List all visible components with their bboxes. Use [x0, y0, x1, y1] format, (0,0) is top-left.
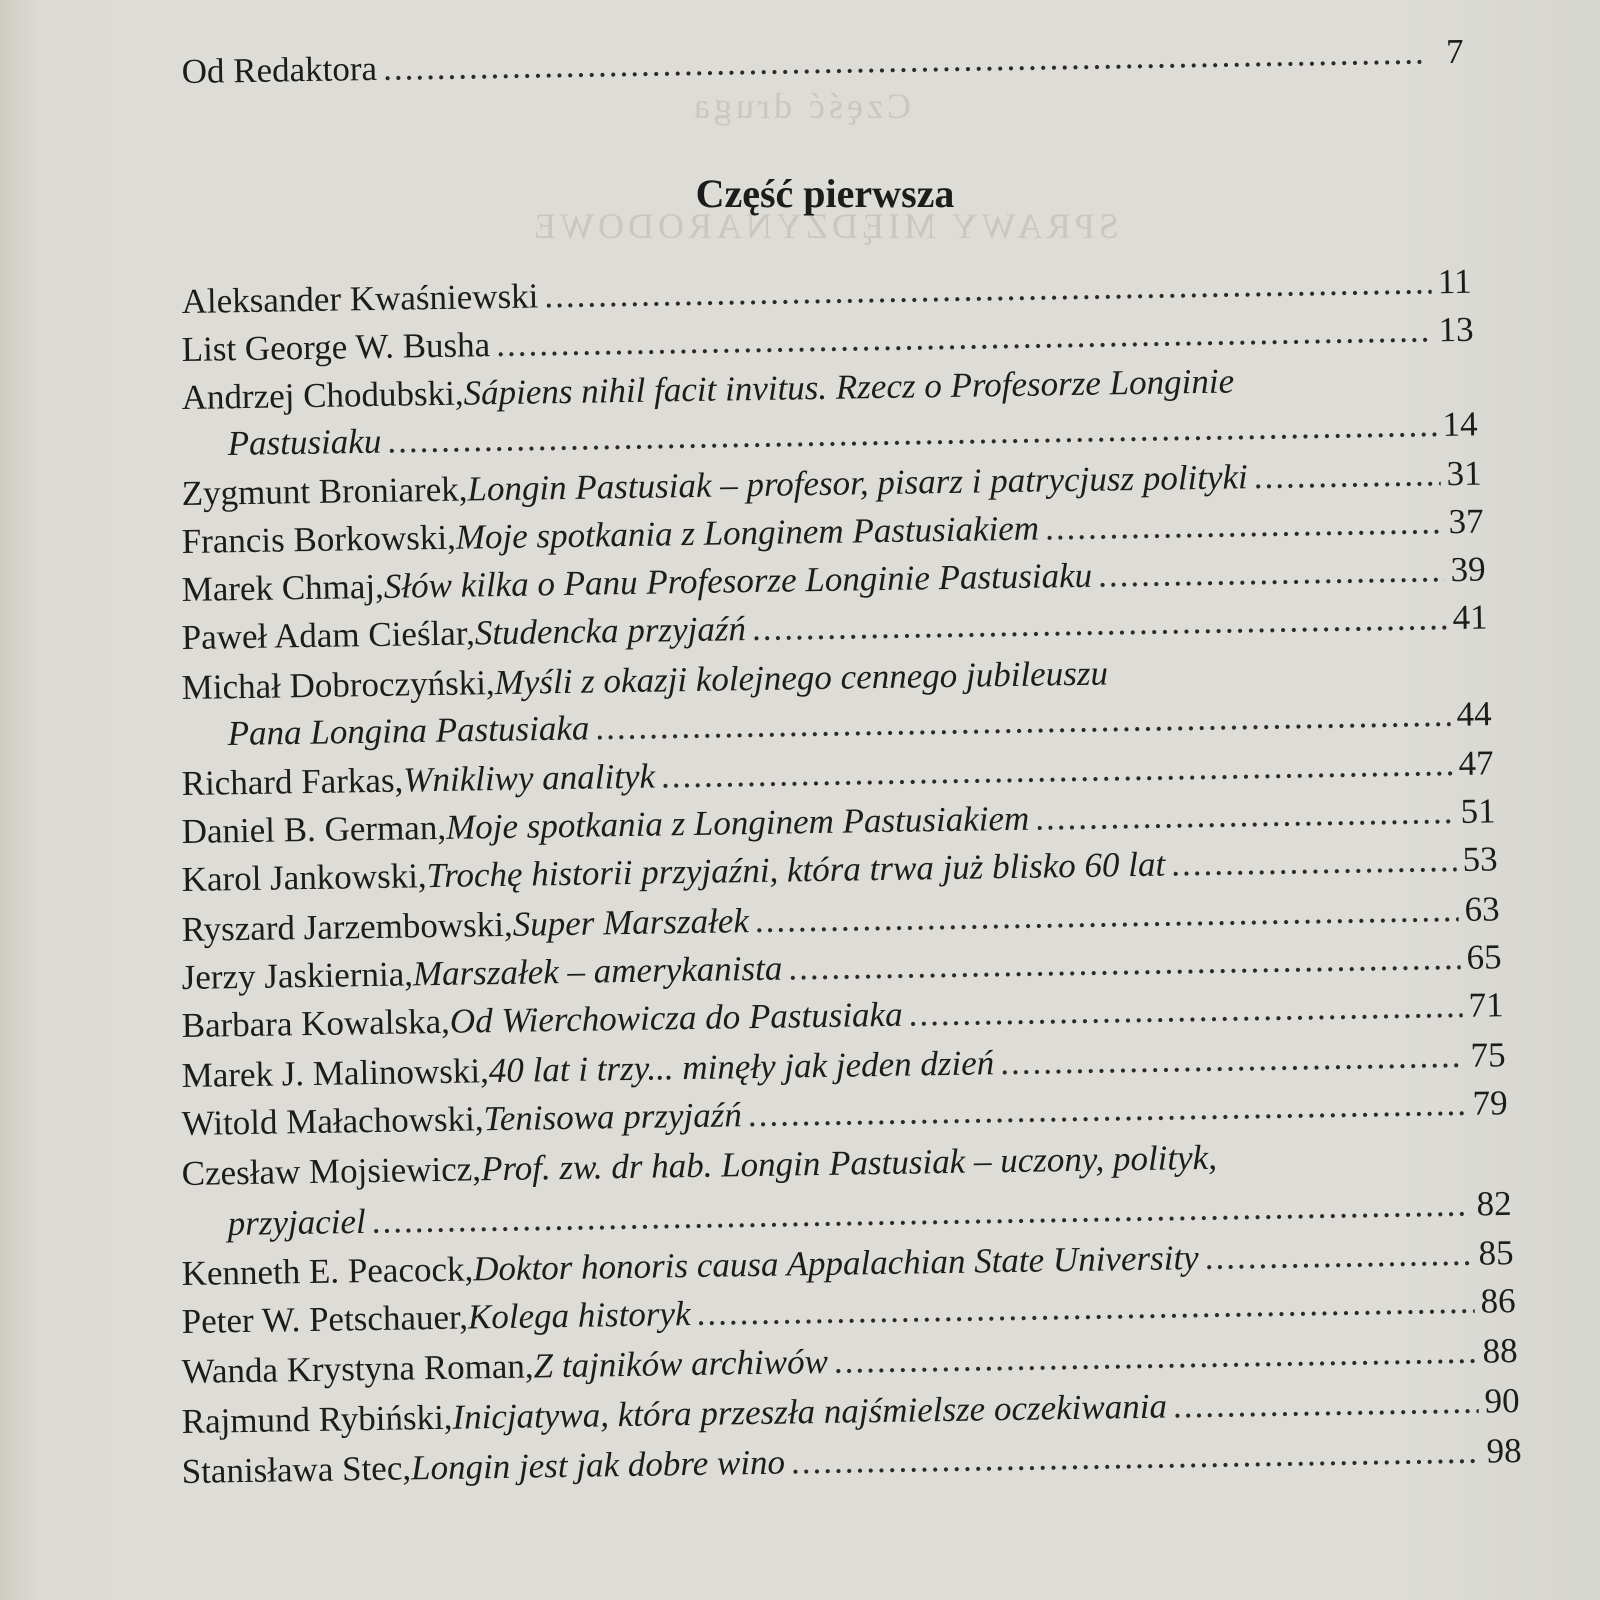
toc-entry[interactable] [181, 1431, 1521, 1492]
entry-author: Michał Dobroczyński, [181, 663, 495, 708]
entry-author: Karol Jankowski, [181, 856, 427, 900]
entry-title: Wnikliwy analityk [402, 756, 656, 800]
leader-dots [1171, 840, 1457, 884]
leader-dots [755, 890, 1459, 941]
page-number: 88 [1482, 1331, 1518, 1371]
page-number: 47 [1458, 743, 1494, 783]
leader-dots [1000, 1036, 1465, 1083]
toc-entry[interactable] [181, 1331, 1517, 1392]
leader-dots [387, 405, 1437, 461]
page-number: 53 [1462, 839, 1498, 879]
leader-dots [788, 938, 1461, 989]
bleed-through-text: Część druga [690, 86, 911, 126]
entry-title: Marszałek – amerykanista [412, 948, 783, 994]
entry-author: Richard Farkas, [181, 760, 404, 804]
entry-title: Moje spotkania z Longinem Pastusiakiem [455, 508, 1040, 557]
entry-author: Stanisława Stec, [181, 1448, 412, 1492]
entry-author: Zygmunt Broniarek, [181, 469, 468, 514]
page-number: 13 [1438, 309, 1474, 350]
leader-dots [496, 310, 1433, 365]
leader-dots [1035, 792, 1455, 839]
page-number: 71 [1468, 985, 1504, 1025]
entry-author: Peter W. Petschauer, [181, 1297, 469, 1342]
entry-title: Sápiens nihil facit invitus. Rzecz o Profesorze Longinie [463, 361, 1235, 413]
entry-title: Od Wierchowicza do Pastusiaka [449, 994, 903, 1041]
leader-dots [1204, 1234, 1472, 1278]
entry-author: Paweł Adam Cieślar, [181, 613, 476, 658]
page-number: 44 [1456, 694, 1492, 734]
page-number: 85 [1478, 1233, 1514, 1273]
entry-author: Rajmund Rybiński, [181, 1397, 453, 1442]
entry-title: 40 lat i trzy... minęły jak jeden dzień [488, 1043, 995, 1091]
toc-entry-continuation[interactable] [227, 1184, 1511, 1244]
entry-author: Marek Chmaj, [181, 566, 385, 610]
entry-title: Doktor honoris causa Appalachian State University [472, 1238, 1199, 1289]
entry-author: Ryszard Jarzembowski, [181, 904, 513, 950]
entry-author: Wanda Krystyna Roman, [181, 1346, 534, 1392]
leader-dots [544, 262, 1432, 316]
entry-title-continued: Pastusiaku [227, 421, 382, 464]
toc-entry[interactable] [181, 653, 1108, 708]
entry-author: Witold Małachowski, [181, 1099, 484, 1144]
entry-author: Francis Borkowski, [181, 517, 457, 562]
page-number: 65 [1466, 937, 1502, 977]
page-number: 41 [1452, 597, 1488, 638]
bleed-through-text: SPRAWY MIĘDZYNARODOWE [530, 206, 1119, 246]
page-number: 51 [1460, 791, 1496, 831]
page-number: 82 [1476, 1183, 1512, 1224]
page-number: 86 [1480, 1281, 1516, 1321]
entry-author: Aleksander Kwaśniewski [181, 276, 539, 322]
page-number: 37 [1448, 501, 1484, 542]
entry-title: Longin jest jak dobre wino [410, 1442, 786, 1488]
page-number: 63 [1464, 889, 1500, 929]
entry-author: Barbara Kowalska, [181, 1001, 451, 1046]
entry-title: Kolega historyk [467, 1294, 691, 1337]
entry-title: Moje spotkania z Longinem Pastusiakiem [445, 798, 1030, 847]
page-number: 14 [1442, 404, 1478, 444]
leader-dots [1045, 502, 1443, 548]
leader-dots [371, 1184, 1470, 1241]
entry-title: Studencka przyjaźń [474, 609, 747, 653]
page-number: 98 [1486, 1430, 1522, 1471]
entry-title: Myśli z okazji kolejnego cennego jubileuszu [494, 653, 1109, 703]
page-number: 79 [1472, 1083, 1508, 1123]
leader-dots [1253, 454, 1440, 497]
entry-title: Longin Pastusiak – profesor, pisarz i patrycjusz polityki [467, 457, 1249, 509]
leader-dots [661, 744, 1453, 796]
leader-dots [595, 695, 1451, 748]
entry-title: Super Marszałek [512, 901, 750, 944]
toc-entry[interactable] [181, 1138, 1217, 1194]
toc-entry[interactable] [181, 361, 1234, 418]
leader-dots [908, 986, 1463, 1035]
leader-dots [748, 1084, 1467, 1135]
entry-author: Czesław Mojsiewicz, [181, 1149, 482, 1194]
toc-entry-front[interactable] [181, 32, 1463, 92]
entry-author: Andrzej Chodubski, [181, 373, 464, 418]
entry-title: Trochę historii przyjaźni, która trwa już blisko 60 lat [426, 844, 1166, 896]
entry-label: Od Redaktora [181, 48, 378, 92]
page-number: 75 [1470, 1035, 1506, 1075]
page-number: 90 [1484, 1380, 1520, 1421]
entry-author: Marek J. Malinowski, [181, 1051, 490, 1096]
page-number: 31 [1446, 453, 1482, 494]
entry-title-continued: Pana Longina Pastusiaka [227, 708, 590, 754]
section-heading: Część pierwsza [695, 171, 955, 216]
page-number: 39 [1450, 549, 1486, 590]
leader-dots [834, 1332, 1477, 1382]
entry-title: Prof. zw. dr hab. Longin Pastusiak – uczony, polityk, [480, 1137, 1218, 1189]
leader-dots [791, 1432, 1481, 1483]
leader-dots [1098, 550, 1445, 595]
toc-entry[interactable] [181, 1381, 1519, 1442]
entry-title: Z tajników archiwów [533, 1341, 829, 1386]
leader-dots [1173, 1382, 1479, 1427]
leader-dots [752, 598, 1447, 649]
entry-title: Słów kilka o Panu Profesorze Longinie Pastusiaku [383, 555, 1093, 606]
page-number: 7 [1445, 31, 1464, 72]
entry-author: Daniel B. German, [181, 807, 447, 852]
entry-author: List George W. Busha [181, 325, 491, 370]
entry-author: Jerzy Jaskiernia, [181, 954, 414, 998]
leader-dots [696, 1282, 1475, 1334]
entry-author: Kenneth E. Peacock, [181, 1249, 474, 1294]
entry-title: Tenisowa przyjaźń [483, 1095, 743, 1139]
entry-title-continued: przyjaciel [227, 1201, 366, 1244]
page-number: 11 [1437, 261, 1472, 302]
entry-title: Inicjatywa, która przeszła najśmielsze oczekiwania [452, 1386, 1168, 1437]
leader-dots [383, 32, 1424, 88]
